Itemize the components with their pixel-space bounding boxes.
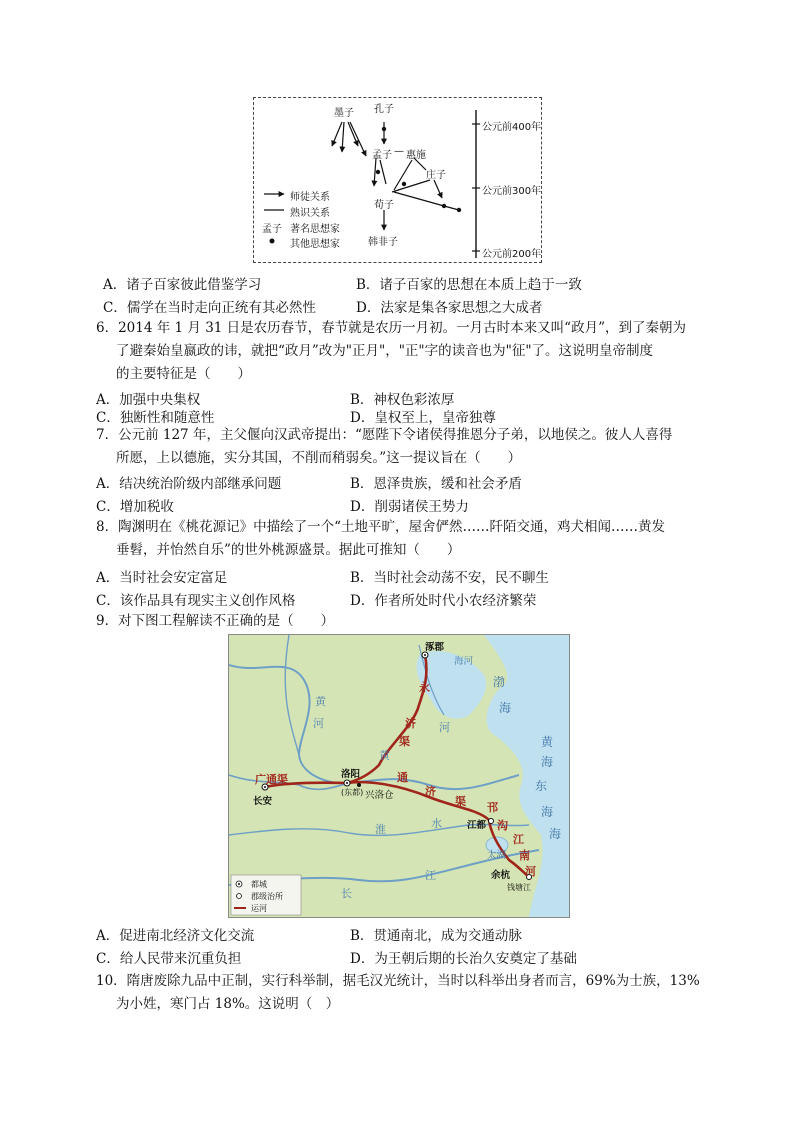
q9-option-c[interactable]: C．给人民带来沉重负担 xyxy=(96,951,242,967)
q8-option-d[interactable]: D．作者所处时代小农经济繁荣 xyxy=(350,593,537,609)
map-label-hh2-he: 河 xyxy=(439,721,450,734)
map-label-hh-he: 河 xyxy=(313,717,324,730)
q9-option-d[interactable]: D．为王朝后期的长治久安奠定了基础 xyxy=(350,951,577,967)
grand-canal-map xyxy=(228,634,570,918)
map-label-luoyang: 洛阳 xyxy=(341,769,361,780)
q6-option-c[interactable]: C．独断性和随意性 xyxy=(96,410,215,426)
map-label-haihe: 海河 xyxy=(454,656,474,667)
map-label-chang: 长 xyxy=(341,887,352,900)
map-label-hai3: 海 xyxy=(549,827,562,841)
map-label-han: 邗 xyxy=(487,801,498,814)
map-label-bo1: 渤 xyxy=(493,675,506,689)
q9-option-a[interactable]: A．促进南北经济文化交流 xyxy=(96,928,255,944)
legend-famous: 著名思想家 xyxy=(290,224,340,235)
q9-option-b[interactable]: B．贯通南北，成为交通动脉 xyxy=(350,928,522,944)
thinker-mozi: 墨子 xyxy=(334,108,354,119)
map-label-bo2: 海 xyxy=(499,701,512,715)
q10-stem-line1: 10．隋唐废除九品中正制，实行科举制，据毛汉光统计，当时以科举出身者而言，69%为士族，13% xyxy=(96,973,700,989)
thinker-kongzi: 孔子 xyxy=(374,104,394,115)
legend-teacher: 师徒关系 xyxy=(290,192,330,203)
map-label-jiangnan-he: 河 xyxy=(525,865,536,878)
map-legend-capital: 都城 xyxy=(251,880,267,889)
map-label-hai2: 海 xyxy=(541,805,554,819)
q5-option-d[interactable]: D．法家是集各家思想之大成者 xyxy=(356,300,543,316)
thinker-huishi: 惠施 xyxy=(406,150,426,161)
map-label-dongdu: (东都) xyxy=(341,788,364,797)
legend-acquaint: 熟识关系 xyxy=(290,208,330,219)
map-label-guangtongqu: 广通渠 xyxy=(255,773,288,786)
map-label-huanghai: 黄 xyxy=(541,735,554,749)
q6-option-a[interactable]: A．加强中央集权 xyxy=(96,392,201,408)
q8-option-a[interactable]: A．当时社会安定富足 xyxy=(96,570,228,586)
map-label-tong: 通 xyxy=(397,771,408,784)
q9-stem: 9．对下图工程解读不正确的是（ ） xyxy=(96,613,335,629)
q6-stem-line3: 的主要特征是（ ） xyxy=(116,366,251,382)
map-label-changan: 长安 xyxy=(253,796,273,807)
map-label-xingluocang: 兴洛仓 xyxy=(365,790,394,801)
timeline-200bc: 公元前200年 xyxy=(482,249,542,260)
map-label-ji: 济 xyxy=(405,717,416,730)
q5-option-b[interactable]: B．诸子百家的思想在本质上趋于一致 xyxy=(356,277,582,293)
legend-other: 其他思想家 xyxy=(290,239,340,250)
q7-option-d[interactable]: D．削弱诸侯王势力 xyxy=(350,499,469,515)
map-label-tongji-qu: 渠 xyxy=(455,795,466,808)
map-legend-county: 郡级治所 xyxy=(251,892,283,901)
q7-stem-line2: 所愿，上以德施，实分其国，不削而稍弱矣。”这一提议旨在（ ） xyxy=(116,450,522,466)
legend-famous-sample: 孟子 xyxy=(262,224,282,235)
map-label-shui: 水 xyxy=(431,817,442,830)
map-label-jiangnan-jiang: 江 xyxy=(513,833,524,846)
thinker-mengzi: 孟子 xyxy=(372,150,392,161)
thinker-hanfeizi: 韩非子 xyxy=(368,237,398,248)
thinker-xunzi: 荀子 xyxy=(374,200,394,211)
map-legend-canal: 运河 xyxy=(251,904,267,913)
map-label-huai: 淮 xyxy=(375,823,386,836)
q10-stem-line2: 为小姓，寒门占 18%。这说明（ ） xyxy=(116,996,340,1012)
map-label-jiangnan-nan: 南 xyxy=(519,849,530,862)
map-label-qiantang: 钱塘江 xyxy=(507,883,531,892)
map-label-jiang: 江 xyxy=(425,869,436,882)
map-label-tongji-ji: 济 xyxy=(425,785,436,798)
q7-option-a[interactable]: A．结决统治阶级内部继承问题 xyxy=(96,476,282,492)
q6-stem-line1: 6．2014 年 1 月 31 日是农历春节，春节就是农历一月初。一月古时本来又叫“政月”，到了秦朝为 xyxy=(96,320,686,336)
map-label-dong: 东 xyxy=(535,779,548,793)
map-label-hh-huang: 黄 xyxy=(315,695,326,708)
timeline-400bc: 公元前400年 xyxy=(482,122,542,133)
thinker-relationship-diagram xyxy=(253,97,542,263)
q7-stem-line1: 7．公元前 127 年，主父偃向汉武帝提出：“愿陛下令诸侯得推恩分子弟，以地侯之。彼人人喜得 xyxy=(96,427,673,443)
map-label-yuhang: 余杭 xyxy=(491,870,511,881)
map-label-qu: 渠 xyxy=(399,735,410,748)
q8-option-c[interactable]: C．该作品具有现实主义创作风格 xyxy=(96,593,296,609)
timeline-300bc: 公元前300年 xyxy=(482,186,542,197)
q5-option-a[interactable]: A．诸子百家彼此借鉴学习 xyxy=(103,277,262,293)
q7-option-c[interactable]: C．增加税收 xyxy=(96,499,174,515)
q6-option-d[interactable]: D．皇权至上，皇帝独尊 xyxy=(350,410,496,426)
thinker-zhuangzi: 庄子 xyxy=(426,170,446,181)
map-label-gou: 沟 xyxy=(497,819,508,832)
map-label-taihu: 太湖 xyxy=(487,850,507,861)
q8-stem-line2: 垂髫，并怡然自乐”的世外桃源盛景。据此可推知（ ） xyxy=(116,542,461,558)
map-label-hai1: 海 xyxy=(541,755,554,769)
thinker-dash: — xyxy=(394,146,404,157)
q6-option-b[interactable]: B．神权色彩浓厚 xyxy=(350,392,455,408)
map-label-zhuojun: 涿郡 xyxy=(425,642,445,653)
map-label-jiangdu: 江都 xyxy=(467,820,487,831)
q6-stem-line2: 了避秦始皇嬴政的讳，就把“政月”改为"正月"，"正"字的读音也为"征"了。这说明皇帝制度 xyxy=(116,343,654,359)
q8-stem-line1: 8．陶渊明在《桃花源记》中描绘了一个“土地平旷，屋舍俨然……阡陌交通，鸡犬相闻……黄发 xyxy=(96,519,665,535)
q7-option-b[interactable]: B．恩泽贵族，缓和社会矛盾 xyxy=(350,476,522,492)
q5-option-c[interactable]: C．儒学在当时走向正统有其必然性 xyxy=(103,300,316,316)
map-label-hh3-huang: 黄 xyxy=(379,749,390,762)
q8-option-b[interactable]: B．当时社会动荡不安，民不聊生 xyxy=(350,570,549,586)
map-label-yong: 永 xyxy=(419,681,430,694)
